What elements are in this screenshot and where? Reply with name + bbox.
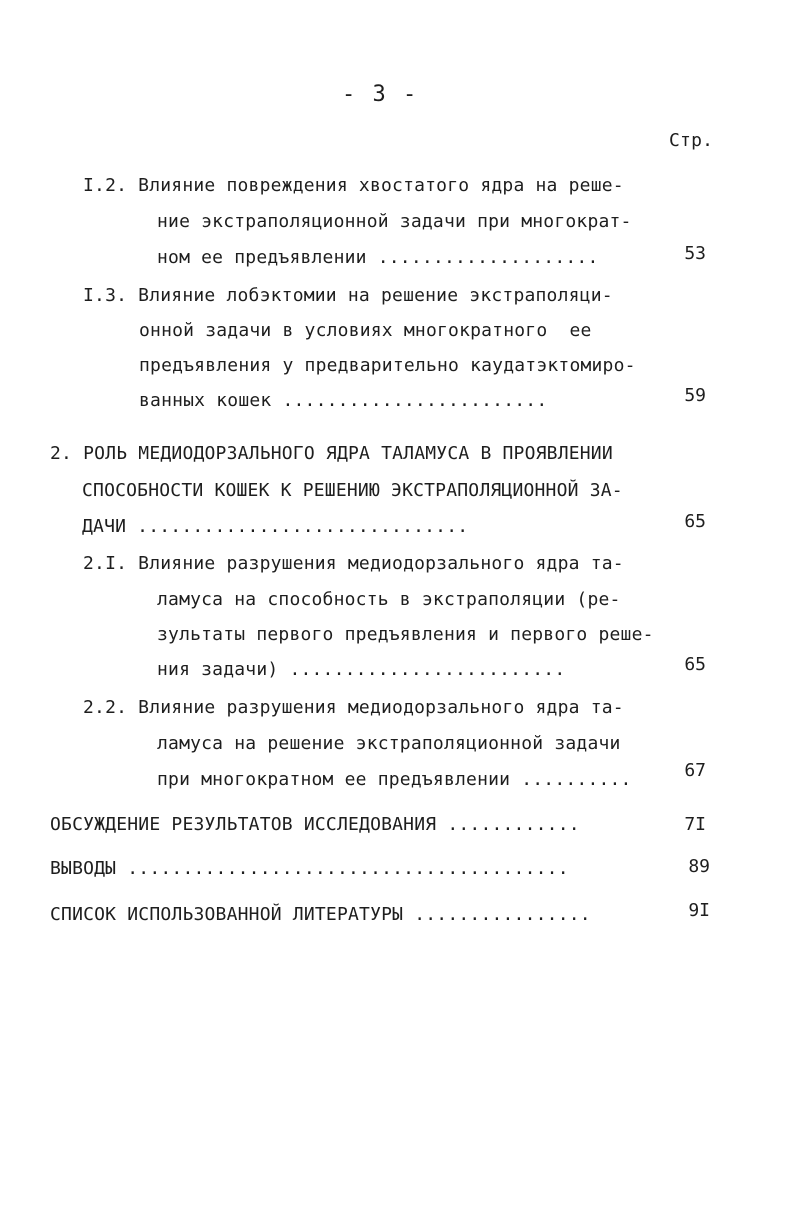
page-number: - 3 -	[342, 82, 419, 107]
toc-entry-line: ламуса на способность в экстраполяции (ре-	[157, 589, 621, 610]
toc-entry-line: онной задачи в условиях многократного ее	[139, 320, 592, 341]
toc-entry-line: зультаты первого предъявления и первого реше-	[157, 624, 654, 645]
toc-page-number: 53	[684, 243, 706, 264]
toc-entry-line: СПИСОК ИСПОЛЬЗОВАННОЙ ЛИТЕРАТУРЫ ................	[50, 904, 591, 925]
toc-page-number: 65	[684, 511, 706, 532]
toc-page-number: 67	[684, 760, 706, 781]
toc-page-number: 89	[688, 856, 710, 877]
toc-entry-line: I.3. Влияние лобэктомии на решение экстраполяци-	[83, 285, 613, 306]
toc-entry-line: предъявления у предварительно каудатэктомиро-	[139, 355, 636, 376]
toc-entry-line: ния задачи) .........................	[157, 659, 566, 680]
toc-page-number: 7I	[684, 814, 706, 835]
toc-page-number: 65	[684, 654, 706, 675]
toc-entry-line: ном ее предъявлении ....................	[157, 247, 599, 268]
toc-entry-line: ОБСУЖДЕНИЕ РЕЗУЛЬТАТОВ ИССЛЕДОВАНИЯ ............	[50, 814, 580, 835]
toc-entry-line: I.2. Влияние повреждения хвостатого ядра на реше-	[83, 175, 624, 196]
toc-entry-line: ДАЧИ ..............................	[82, 516, 469, 537]
toc-entry-line: СПОСОБНОСТИ КОШЕК К РЕШЕНИЮ ЭКСТРАПОЛЯЦИОННОЙ ЗА-	[82, 480, 623, 501]
toc-entry-line: 2.I. Влияние разрушения медиодорзального ядра та-	[83, 553, 624, 574]
toc-entry-line: 2.2. Влияние разрушения медиодорзального ядра та-	[83, 697, 624, 718]
toc-entry-line: ванных кошек ........................	[139, 390, 548, 411]
toc-page-number: 9I	[688, 900, 710, 921]
toc-entry-line: 2. РОЛЬ МЕДИОДОРЗАЛЬНОГО ЯДРА ТАЛАМУСА В ПРОЯВЛЕНИИ	[50, 443, 613, 464]
toc-entry-line: ВЫВОДЫ ........................................	[50, 858, 569, 879]
toc-entry-line: ние экстраполяционной задачи при многократ-	[157, 211, 632, 232]
toc-entry-line: ламуса на решение экстраполяционной задачи	[157, 733, 621, 754]
toc-page-number: 59	[684, 385, 706, 406]
toc-entry-line: при многократном ее предъявлении ..........	[157, 769, 632, 790]
page-column-header: Стр.	[669, 130, 714, 151]
